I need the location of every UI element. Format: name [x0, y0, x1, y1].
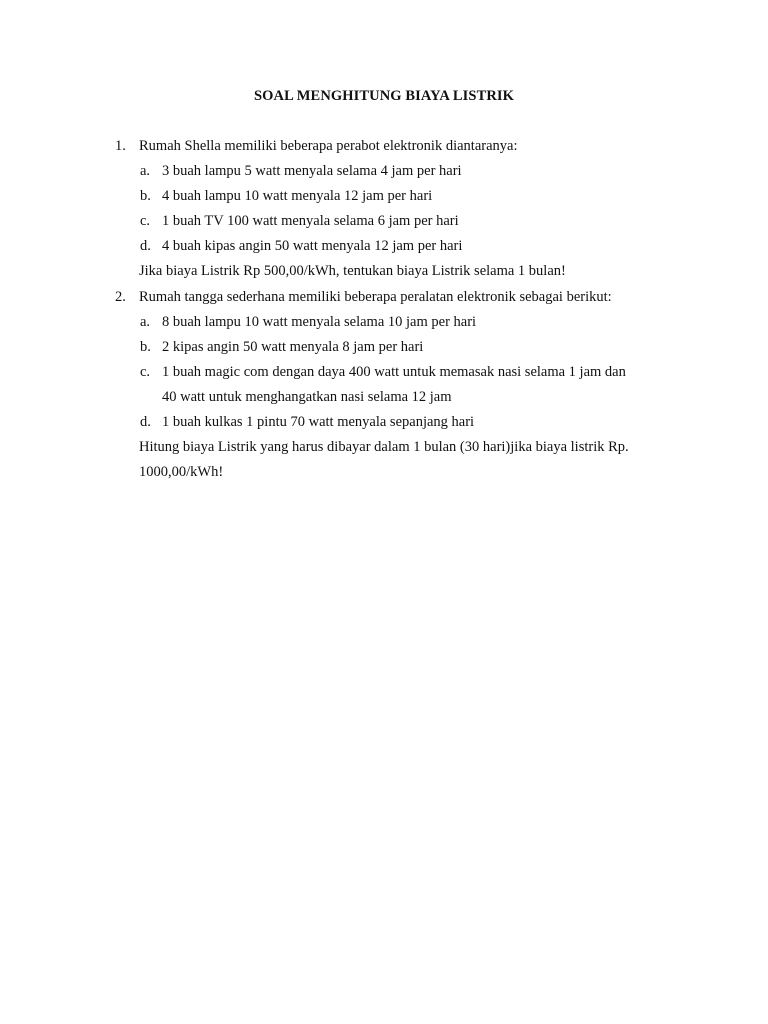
option-letter: a. — [140, 314, 151, 330]
question-2 — [115, 285, 675, 485]
option-text: 8 buah lampu 10 watt menyala selama 10 jam per hari — [162, 314, 477, 330]
option-letter: c. — [140, 213, 151, 229]
option-text-continuation: 40 watt untuk menghangatkan nasi selama 12 jam — [162, 389, 452, 405]
option-text: 2 kipas angin 50 watt menyala 8 jam per hari — [162, 339, 424, 355]
list-item — [115, 310, 675, 335]
question-text: Rumah tangga sederhana memiliki beberapa peralatan elektronik sebagai berikut: — [139, 289, 612, 305]
option-letter: c. — [140, 364, 151, 380]
page-title: SOAL MENGHITUNG BIAYA LISTRIK — [253, 88, 515, 104]
option-text: 1 buah kulkas 1 pintu 70 watt menyala sepanjang hari — [162, 414, 475, 430]
option-letter: b. — [140, 339, 151, 355]
instruction-text: 1000,00/kWh! — [139, 464, 224, 480]
question-1-header — [115, 134, 675, 159]
list-item — [115, 159, 675, 184]
list-item — [115, 209, 675, 234]
question-instruction — [115, 460, 675, 485]
option-text: 4 buah lampu 10 watt menyala 12 jam per hari — [162, 188, 433, 204]
option-letter: a. — [140, 163, 151, 179]
list-item-continuation — [115, 385, 675, 410]
question-number: 2. — [115, 289, 126, 305]
question-2-header — [115, 285, 675, 310]
list-item — [115, 360, 675, 385]
instruction-text: Jika biaya Listrik Rp 500,00/kWh, tentukan biaya Listrik selama 1 bulan! — [139, 263, 566, 279]
option-letter: d. — [140, 238, 151, 254]
question-number: 1. — [115, 138, 126, 154]
option-text: 4 buah kipas angin 50 watt menyala 12 jam per hari — [162, 238, 463, 254]
list-item — [115, 234, 675, 259]
list-item — [115, 184, 675, 209]
option-text: 1 buah magic com dengan daya 400 watt untuk memasak nasi selama 1 jam dan — [162, 364, 626, 380]
option-letter: d. — [140, 414, 151, 430]
list-item — [115, 410, 675, 435]
option-text: 1 buah TV 100 watt menyala selama 6 jam per hari — [162, 213, 459, 229]
question-1 — [115, 134, 675, 284]
instruction-text: Hitung biaya Listrik yang harus dibayar dalam 1 bulan (30 hari)jika biaya listrik Rp. — [139, 439, 629, 455]
option-text: 3 buah lampu 5 watt menyala selama 4 jam per hari — [162, 163, 462, 179]
option-letter: b. — [140, 188, 151, 204]
question-instruction — [115, 435, 675, 460]
question-instruction — [115, 259, 675, 284]
question-text: Rumah Shella memiliki beberapa perabot elektronik diantaranya: — [139, 138, 518, 154]
list-item — [115, 335, 675, 360]
